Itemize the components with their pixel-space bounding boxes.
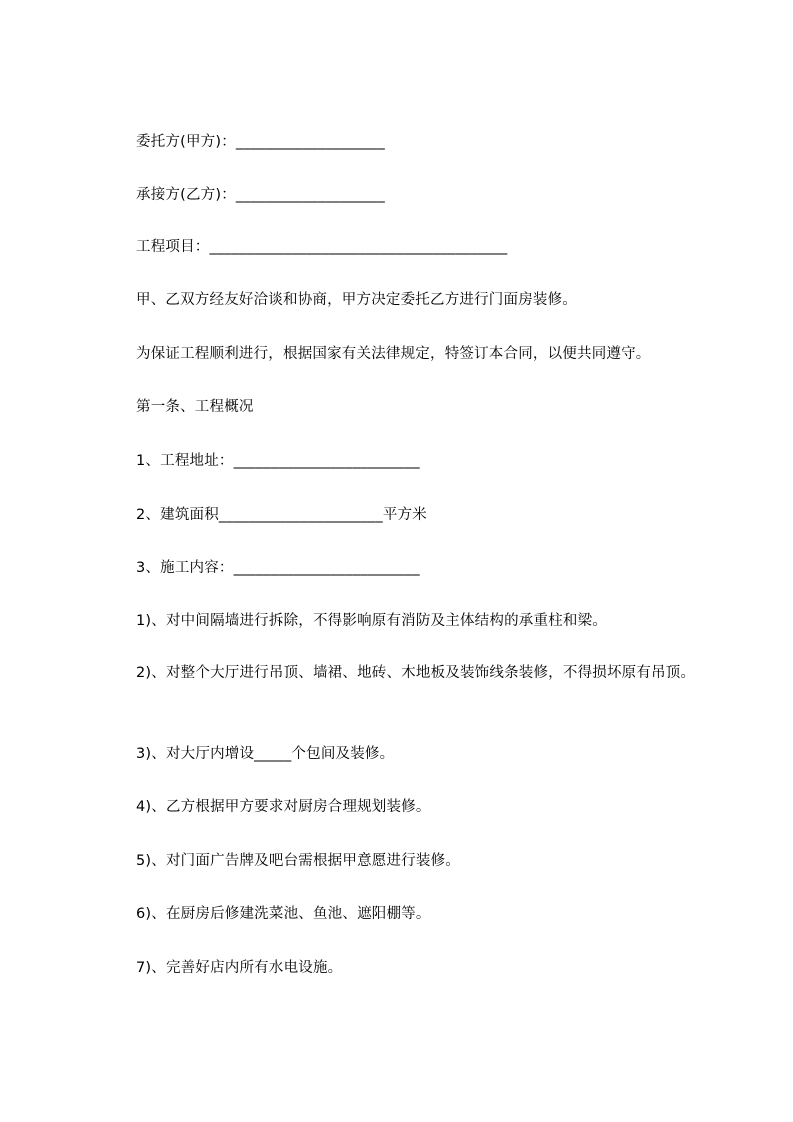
party-a-line: 委托方(甲方)：____________________	[136, 134, 385, 150]
article-1-title: 第一条、工程概况	[136, 399, 254, 415]
sub-item-5: 5)、对门面广告牌及吧台需根据甲意愿进行装修。	[136, 853, 460, 869]
sub-item-7: 7)、完善好店内所有水电设施。	[136, 960, 343, 976]
intro-paragraph-1: 甲、乙双方经友好洽谈和协商，甲方决定委托乙方进行门面房装修。	[136, 292, 577, 308]
item-address: 1、工程地址：_________________________	[136, 453, 420, 469]
sub-item-3: 3)、对大厅内增设_____个包间及装修。	[136, 746, 395, 762]
sub-item-2: 2)、对整个大厅进行吊顶、墙裙、地砖、木地板及装饰线条装修，不得损坏原有吊顶。	[136, 665, 696, 681]
item-area: 2、建筑面积______________________平方米	[136, 507, 427, 523]
item-content: 3、施工内容：_________________________	[136, 560, 420, 576]
sub-item-6: 6)、在厨房后修建洗菜池、鱼池、遮阳棚等。	[136, 906, 431, 922]
sub-item-4: 4)、乙方根据甲方要求对厨房合理规划装修。	[136, 799, 431, 815]
sub-item-1: 1)、对中间隔墙进行拆除，不得影响原有消防及主体结构的承重柱和梁。	[136, 613, 607, 629]
party-b-line: 承接方(乙方)：____________________	[136, 187, 385, 203]
intro-paragraph-2: 为保证工程顺利进行，根据国家有关法律规定，特签订本合同，以便共同遵守。	[136, 346, 651, 362]
project-line: 工程项目：________________________________________	[136, 239, 508, 255]
